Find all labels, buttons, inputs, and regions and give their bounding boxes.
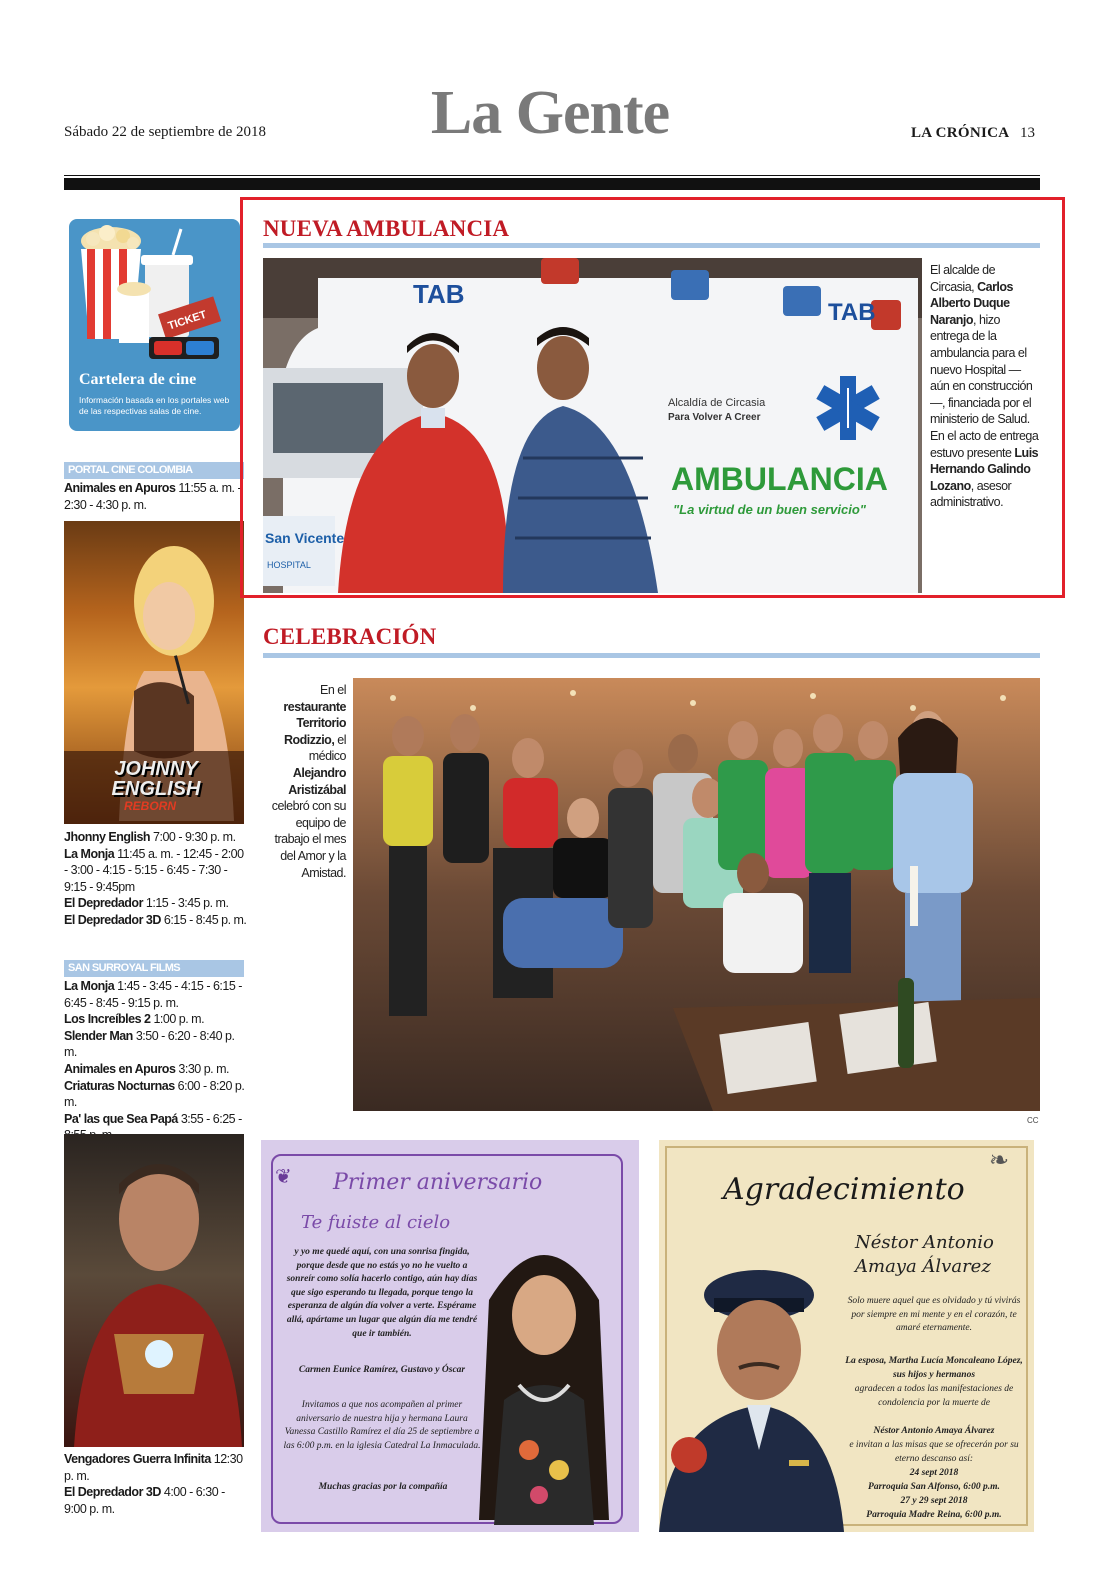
- group-scene: [353, 678, 1040, 1111]
- poster-johnny-english: [64, 521, 244, 824]
- poster-title: JOHNNY ENGLISH: [111, 758, 201, 800]
- kicker-celebracion: CELEBRACIÓN: [263, 624, 437, 649]
- ad-thanks: Muchas gracias por la compañía: [318, 1482, 448, 1492]
- kicker-rule: [263, 243, 1040, 248]
- listing-entry: Los Increíbles 2 1:00 p. m.: [64, 1012, 205, 1027]
- listing-entry: El Depredador 3D 4:00 - 6:30 - 9:00 p. m.: [64, 1485, 225, 1516]
- source-heading-royal-films: SAN SURROYAL FILMS: [64, 960, 244, 977]
- listing-entry: Criaturas Nocturnas 6:00 - 8:20 p. m.: [64, 1078, 245, 1110]
- ambulance-photo: [263, 258, 922, 593]
- header-rule: [64, 178, 1040, 190]
- listing-entry: La Monja 11:45 a. m. - 12:45 - 2:00 - 3:00 - 4:15 - 5:15 - 6:45 - 7:30 - 9:15 - 9:45pm: [64, 846, 244, 894]
- listing-entry: Slender Man 3:50 - 6:20 - 8:40 p. m.: [64, 1028, 235, 1060]
- section-title: La Gente: [430, 79, 670, 147]
- listing-royal-films: [64, 978, 249, 1144]
- movie-times: 11:55 a. m. - 2:30 - 4:30 p. m.: [64, 481, 242, 512]
- portrait-young-woman: [459, 1220, 629, 1525]
- ad-name-line1: Néstor Antonio: [855, 1232, 994, 1253]
- ambulancia-caption: El alcalde de Circasia, Carlos Alberto Duque Naranjo, hizo entrega de la ambulancia para el nuevo Hospital —aún en construcción—, financiada por el ministerio de Salud. En el acto de entrega estuvo presente Luis Hernando Galindo Lozano, asesor administrativo.: [930, 263, 1039, 510]
- ad-title: Primer aniversario: [333, 1170, 543, 1195]
- listing-entry: El Depredador 1:15 - 3:45 p. m.: [64, 896, 229, 911]
- listing-entry: El Depredador 3D 6:15 - 8:45 p. m.: [64, 912, 247, 927]
- alcaldia-label: Alcaldía de Circasia: [668, 397, 766, 409]
- kicker-rule: [263, 653, 1040, 658]
- alcaldia-slogan: Para Volver A Creer: [668, 412, 761, 423]
- hospital-logo: San Vicente: [265, 530, 345, 546]
- source-heading-cine-colombia: PORTAL CINE COLOMBIA: [64, 462, 244, 479]
- cartelera-title: Cartelera de cine: [79, 371, 197, 388]
- listing-block-2: [64, 829, 249, 929]
- movie-title: Animales en Apuros: [64, 481, 176, 495]
- ad-mass2-place: Parroquia Madre Reina, 6:00 p.m.: [866, 1510, 1002, 1520]
- ad-mass2-date: 27 y 29 sept 2018: [900, 1496, 968, 1506]
- celebracion-caption: En el restaurante Territorio Rodizzio, el médico Alejandro Aristizábal celebró con su equipo de trabajo el mes del Amor y la Amistad.: [271, 683, 346, 880]
- header-rule-thin: [64, 175, 1040, 176]
- newspaper-name: LA CRÓNICA: [911, 125, 1010, 141]
- poster-iron-man: [64, 1134, 244, 1447]
- ad-verse: Solo muere aquel que es olvidado y tú vivirás por siempre en mi mente y en el corazón, te amaré eternamente.: [847, 1296, 1021, 1334]
- ad-invite: e invitan a las misas que se ofrecerán por su eterno descanso así:: [849, 1440, 1019, 1464]
- ad-subtitle: Te fuiste al cielo: [301, 1212, 451, 1233]
- ad-title: Agradecimiento: [723, 1172, 965, 1207]
- corner-flourish-icon: ❧: [989, 1148, 1010, 1174]
- tab-logo-right: TAB: [828, 299, 876, 326]
- popcorn-illustration: [69, 219, 240, 369]
- ambulancia-lettering: AMBULANCIA: [671, 461, 888, 497]
- ad-agradecimiento: [659, 1140, 1034, 1532]
- photo-credit: CC: [1027, 1116, 1039, 1125]
- listing-entry: Vengadores Guerra Infinita 12:30 p. m.: [64, 1452, 243, 1483]
- kicker-nueva-ambulancia: NUEVA AMBULANCIA: [263, 216, 510, 241]
- page-number: 13: [1020, 125, 1035, 141]
- ad-mass1-date: 24 sept 2018: [909, 1468, 959, 1478]
- listing-entry: La Monja 1:45 - 3:45 - 4:15 - 6:15 - 6:45 - 8:45 - 9:15 p. m.: [64, 979, 242, 1010]
- flourish-icon: ❦: [275, 1166, 292, 1188]
- listing-block-4: [64, 1451, 249, 1517]
- celebration-photo: [353, 678, 1040, 1111]
- cartelera-subtitle: Información basada en los portales web de las respectivas salas de cine.: [79, 395, 230, 416]
- issue-date: Sábado 22 de septiembre de 2018: [64, 124, 267, 140]
- listing-cine-colombia: [64, 480, 249, 513]
- ad-name-full: Néstor Antonio Amaya Álvarez: [873, 1426, 995, 1436]
- poster-figure: [64, 1134, 244, 1447]
- ad-signers: Carmen Eunice Ramírez, Gustavo y Óscar: [298, 1365, 466, 1375]
- ad-poem: y yo me quedé aquí, con una sonrisa fingida, porque desde que no estás yo no he vuelto a sonreír como solía hacerlo contigo, aún hay días que sigo esperando tu llegada, porque tengo la esperanza de algún día volver a verte. Espérame allá, apártame un lugar que algún día me tendré que ir también.: [286, 1247, 478, 1339]
- ad-mass1-place: Parroquia San Alfonso, 6:00 p.m.: [868, 1482, 1000, 1492]
- ambulancia-slogan: "La virtud de un buen servicio": [673, 502, 866, 517]
- tab-logo-left: TAB: [413, 279, 465, 309]
- hospital-logo-sub: HOSPITAL: [267, 560, 311, 570]
- listing-entry: Jhonny English 7:00 - 9:30 p. m.: [64, 830, 236, 844]
- ad-family: La esposa, Martha Lucía Moncaleano López, sus hijos y hermanos: [845, 1356, 1023, 1380]
- listing-entry: Animales en Apuros 3:30 p. m.: [64, 1061, 229, 1076]
- ad-invite: Invitamos a que nos acompañen al primer aniversario de nuestra hija y hermana Laura Vanessa Castillo Ramírez el día 25 de septiembre a las 6:00 p.m. en la iglesia Catedral La Inmaculada.: [283, 1400, 481, 1451]
- ticket-label: TICKET: [166, 308, 209, 333]
- cartelera-tile: [69, 219, 240, 431]
- portrait-officer: [659, 1240, 844, 1532]
- poster-subtitle: REBORN: [124, 799, 177, 813]
- ad-condolence: agradecen a todos las manifestaciones de condolencia por la muerte de: [854, 1384, 1014, 1408]
- ad-primer-aniversario: [261, 1140, 639, 1532]
- ambulance-scene: [263, 258, 922, 593]
- ad-name-line2: Amaya Álvarez: [855, 1256, 991, 1277]
- listing-entry: Pa' las que Sea Papá 3:55 - 6:25 -: [64, 1111, 242, 1126]
